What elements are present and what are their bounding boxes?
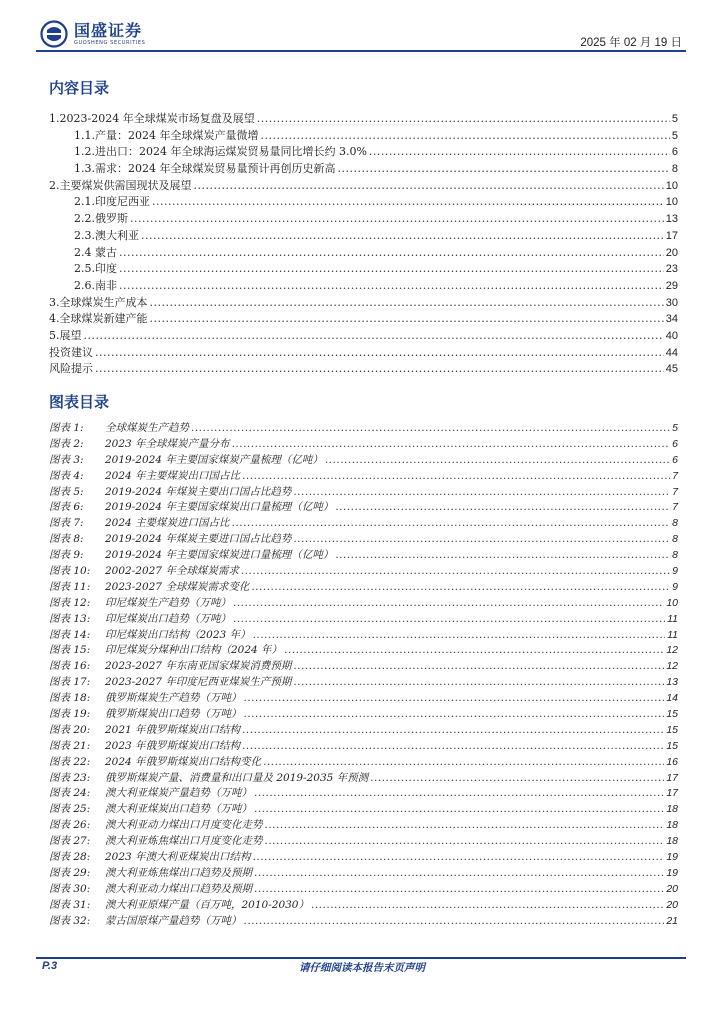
footer-divider — [36, 957, 686, 959]
toc-entry-label: 5.展望 — [49, 328, 82, 342]
figure-entry[interactable] — [49, 850, 678, 866]
toc-entry-page: 45 — [665, 363, 678, 376]
leader-dots — [263, 755, 664, 771]
figure-title: 2024 年主要煤炭出口国占比 — [105, 469, 241, 482]
toc-entry-page: 10 — [665, 196, 678, 209]
leader-dots — [265, 818, 665, 834]
toc-entry[interactable] — [49, 128, 678, 145]
figure-number: 图表 32: — [49, 914, 91, 927]
figure-page: 11 — [667, 612, 678, 625]
logo-icon — [40, 20, 68, 48]
figure-page: 20 — [666, 882, 678, 895]
leader-dots — [152, 194, 664, 211]
figure-page: 17 — [666, 787, 678, 800]
figure-page: 15 — [666, 739, 678, 752]
toc-entry-page: 44 — [665, 346, 678, 359]
figure-title: 2023 年俄罗斯煤炭出口结构 — [105, 739, 241, 752]
figure-number: 图表 7: — [49, 517, 84, 530]
figures-title: 图表目录 — [49, 393, 110, 411]
figure-number: 图表 6: — [49, 501, 84, 514]
toc-entry-label: 2.2.俄罗斯 — [74, 212, 128, 226]
toc-entry-label: 1.3.需求：2024 年全球煤炭贸易量预计再创历史新高 — [74, 162, 336, 176]
figure-entry[interactable] — [49, 659, 678, 675]
figure-entry[interactable] — [49, 755, 678, 771]
figure-entry[interactable] — [49, 691, 678, 707]
figure-page: 19 — [666, 866, 678, 879]
figure-title: 2023-2027 年印度尼西亚煤炭生产预期 — [105, 676, 292, 689]
leader-dots — [260, 128, 669, 145]
toc-entry-page: 29 — [665, 279, 678, 292]
figure-title: 俄罗斯煤炭出口趋势（万吨） — [105, 708, 242, 721]
figure-entry[interactable] — [49, 421, 678, 437]
figure-page: 16 — [666, 755, 678, 768]
leader-dots — [233, 612, 665, 628]
figure-number: 图表 18: — [49, 692, 91, 705]
leader-dots — [119, 245, 664, 262]
figure-number: 图表 20: — [49, 723, 91, 736]
report-date: 2025 年 02 月 19 日 — [580, 37, 682, 49]
figure-entry[interactable] — [49, 898, 678, 914]
toc-entry-label: 2.6.南非 — [74, 278, 117, 292]
figure-title: 印尼煤炭生产趋势（万吨） — [105, 596, 231, 609]
figure-title: 澳大利亚动力煤出口月度变化走势 — [105, 819, 263, 832]
figure-title: 蒙古国原煤产量趋势（万吨） — [105, 914, 242, 927]
toc-entry[interactable] — [49, 245, 678, 262]
figure-title: 2023 年全球煤炭产量分布 — [105, 437, 230, 450]
leader-dots — [191, 421, 670, 437]
toc-entry-label: 2.1.印度尼西亚 — [74, 195, 150, 209]
leader-dots — [244, 691, 665, 707]
figure-title: 2024 年俄罗斯煤炭出口结构变化 — [105, 755, 262, 768]
figure-page: 13 — [666, 676, 678, 689]
figure-title: 俄罗斯煤炭生产趋势（万吨） — [105, 692, 242, 705]
toc-entry[interactable] — [49, 295, 678, 312]
figure-title: 澳大利亚炼焦煤出口月度变化走势 — [105, 835, 263, 848]
toc-entry-page: 6 — [671, 146, 678, 159]
company-logo — [40, 20, 145, 48]
figure-page: 18 — [666, 835, 678, 848]
figure-title: 2019-2024 年主要国家煤炭进口量梳理（亿吨） — [105, 549, 334, 562]
toc-entry[interactable] — [49, 178, 678, 195]
figure-page: 8 — [672, 549, 678, 562]
figure-number: 图表 30: — [49, 882, 91, 895]
leader-dots — [233, 596, 664, 612]
figure-title: 2023 年澳大利亚煤炭出口结构 — [105, 851, 251, 864]
figure-number: 图表 26: — [49, 819, 91, 832]
figure-entry[interactable] — [49, 596, 678, 612]
figure-page: 17 — [666, 771, 678, 784]
figure-title: 澳大利亚原煤产量（百万吨，2010-2030） — [105, 898, 309, 911]
figure-title: 澳大利亚动力煤出口趋势及预期 — [105, 882, 252, 895]
logo-name-cn: 国盛证券 — [74, 21, 143, 40]
toc-entry-page: 23 — [665, 263, 678, 276]
leader-dots — [241, 564, 670, 580]
figure-page: 10 — [666, 596, 678, 609]
figure-number: 图表 31: — [49, 898, 91, 911]
figure-number: 图表 23: — [49, 771, 91, 784]
leader-dots — [194, 178, 664, 195]
figure-number: 图表 14: — [49, 628, 91, 641]
leader-dots — [244, 914, 665, 930]
logo-name-en: GUOSHENG SECURITIES — [74, 40, 146, 46]
figure-entry[interactable] — [49, 723, 678, 739]
leader-dots — [311, 898, 664, 914]
figure-page: 20 — [666, 898, 678, 911]
figure-number: 图表 8: — [49, 533, 84, 546]
toc-entry-label: 风险提示 — [49, 362, 93, 376]
leader-dots — [141, 228, 664, 245]
figure-page: 7 — [672, 469, 678, 482]
figure-page: 6 — [672, 453, 678, 466]
leader-dots — [242, 739, 664, 755]
leader-dots — [130, 211, 664, 228]
figure-page: 15 — [666, 723, 678, 736]
leader-dots — [325, 453, 670, 469]
toc-entry-label: 3.全球煤炭生产成本 — [49, 295, 148, 309]
figure-page: 18 — [666, 803, 678, 816]
figure-entry[interactable] — [49, 532, 678, 548]
figure-title: 印尼煤炭出口趋势（万吨） — [105, 612, 231, 625]
figure-number: 图表 17: — [49, 676, 91, 689]
toc-list — [49, 111, 678, 378]
toc-entry-label: 4.全球煤炭新建产能 — [49, 312, 148, 326]
toc-entry-page: 5 — [671, 113, 678, 125]
figure-entry[interactable] — [49, 675, 678, 691]
figure-entry[interactable] — [49, 612, 678, 628]
figure-title: 2019-2024 年主要国家煤炭产量梳理（亿吨） — [105, 453, 323, 466]
page-number: P.3 — [42, 960, 58, 972]
figure-title: 2023-2027 全球煤炭需求变化 — [105, 580, 250, 593]
leader-dots — [95, 345, 664, 362]
toc-entry[interactable] — [49, 345, 678, 362]
toc-entry-page: 40 — [665, 329, 678, 342]
figure-page: 7 — [672, 501, 678, 514]
toc-entry[interactable] — [49, 111, 678, 128]
toc-entry[interactable] — [49, 161, 678, 178]
figure-page: 11 — [667, 628, 678, 641]
toc-entry-label: 1.1.产量：2024 年全球煤炭产量微增 — [74, 128, 259, 142]
leader-dots — [254, 786, 664, 802]
toc-entry-page: 8 — [671, 163, 678, 176]
figure-title: 2019-2024 年煤炭主要出口国占比趋势 — [105, 485, 292, 498]
figure-entry[interactable] — [49, 548, 678, 564]
leader-dots — [293, 659, 664, 675]
figure-title: 澳大利亚煤炭出口趋势（万吨） — [105, 803, 252, 816]
figure-page: 5 — [672, 422, 678, 434]
figure-page: 6 — [672, 437, 678, 450]
figure-entry[interactable] — [49, 882, 678, 898]
leader-dots — [254, 802, 664, 818]
leader-dots — [242, 469, 670, 485]
figure-entry[interactable] — [49, 485, 678, 501]
leader-dots — [293, 485, 670, 501]
leader-dots — [253, 850, 665, 866]
toc-entry[interactable] — [49, 144, 678, 161]
figure-title: 2002-2027 年全球煤炭需求 — [105, 565, 239, 578]
toc-entry-label: 2.3.澳大利亚 — [74, 228, 139, 242]
figure-number: 图表 19: — [49, 708, 91, 721]
figure-entry[interactable] — [49, 914, 678, 930]
leader-dots — [284, 643, 664, 659]
figure-page: 14 — [666, 692, 678, 705]
figure-page: 18 — [666, 819, 678, 832]
toc-entry[interactable] — [49, 228, 678, 245]
toc-entry[interactable] — [49, 328, 678, 345]
toc-entry-page: 17 — [665, 229, 678, 242]
leader-dots — [335, 500, 670, 516]
toc-entry-page: 10 — [665, 179, 678, 192]
figure-entry[interactable] — [49, 628, 678, 644]
leader-dots — [293, 675, 664, 691]
figure-number: 图表 24: — [49, 787, 91, 800]
toc-entry[interactable] — [49, 261, 678, 278]
figure-title: 印尼煤炭出口结构（2023 年） — [105, 628, 251, 641]
figure-title: 2024 主要煤炭进口国占比 — [105, 517, 230, 530]
figure-title: 俄罗斯煤炭产量、消费量和出口量及 2019-2035 年预测 — [105, 771, 369, 784]
figure-title: 2019-2024 年煤炭主要进口国占比趋势 — [105, 533, 292, 546]
toc-entry-page: 30 — [665, 296, 678, 309]
figure-title: 澳大利亚炼焦煤出口趋势及预期 — [105, 866, 252, 879]
figure-number: 图表 25: — [49, 803, 91, 816]
leader-dots — [254, 866, 664, 882]
leader-dots — [293, 532, 670, 548]
toc-entry-label: 2.主要煤炭供需国现状及展望 — [49, 178, 192, 192]
figure-number: 图表 16: — [49, 660, 91, 673]
leader-dots — [84, 328, 664, 345]
page-header — [36, 20, 686, 50]
leader-dots — [251, 580, 670, 596]
toc-entry-label: 2.4 蒙古 — [74, 245, 117, 259]
leader-dots — [337, 161, 669, 178]
figure-title: 2019-2024 年主要国家煤炭出口量梳理（亿吨） — [105, 501, 334, 514]
figure-entry[interactable] — [49, 500, 678, 516]
figure-entry[interactable] — [49, 771, 678, 787]
figure-number: 图表 28: — [49, 851, 91, 864]
figure-page: 15 — [666, 708, 678, 721]
figure-number: 图表 3: — [49, 453, 84, 466]
figure-entry[interactable] — [49, 786, 678, 802]
figure-number: 图表 27: — [49, 835, 91, 848]
leader-dots — [150, 311, 664, 328]
leader-dots — [257, 111, 670, 128]
leader-dots — [335, 548, 670, 564]
figure-title: 2023-2027 年东南亚国家煤炭消费预期 — [105, 660, 292, 673]
figure-page: 21 — [666, 914, 678, 927]
figure-entry[interactable] — [49, 707, 678, 723]
toc-title: 内容目录 — [49, 79, 110, 97]
leader-dots — [369, 144, 670, 161]
figure-entry[interactable] — [49, 739, 678, 755]
figure-page: 8 — [672, 533, 678, 546]
leader-dots — [232, 516, 671, 532]
figure-number: 图表 29: — [49, 866, 91, 879]
leader-dots — [254, 882, 664, 898]
toc-entry[interactable] — [49, 211, 678, 228]
toc-entry[interactable] — [49, 361, 678, 378]
figure-entry[interactable] — [49, 818, 678, 834]
leader-dots — [265, 834, 665, 850]
figure-entry[interactable] — [49, 564, 678, 580]
leader-dots — [150, 295, 664, 312]
figure-title: 2021 年俄罗斯煤炭出口结构 — [105, 723, 241, 736]
figure-number: 图表 9: — [49, 549, 84, 562]
figure-number: 图表 5: — [49, 485, 84, 498]
figure-page: 9 — [672, 565, 678, 578]
toc-entry-label: 1.2.进出口：2024 年全球海运煤炭贸易量同比增长约 3.0% — [74, 145, 367, 159]
figure-number: 图表 13: — [49, 612, 91, 625]
figure-number: 图表 22: — [49, 755, 91, 768]
leader-dots — [253, 628, 666, 644]
figure-number: 图表 15: — [49, 644, 91, 657]
figure-page: 8 — [672, 517, 678, 530]
toc-entry-page: 13 — [665, 213, 678, 226]
toc-entry-page: 20 — [665, 246, 678, 259]
figure-entry[interactable] — [49, 580, 678, 596]
toc-entry[interactable] — [49, 278, 678, 295]
figure-page: 12 — [666, 644, 678, 657]
toc-entry-label: 投资建议 — [49, 345, 93, 359]
figure-page: 9 — [672, 580, 678, 593]
disclaimer-note: 请仔细阅读本报告末页声明 — [299, 962, 425, 974]
figure-page: 12 — [666, 660, 678, 673]
toc-entry-label: 1.2023-2024 年全球煤炭市场复盘及展望 — [49, 112, 255, 125]
figure-number: 图表 1: — [49, 422, 84, 434]
figure-title: 印尼煤炭分煤种出口结构（2024 年） — [105, 644, 283, 657]
figure-entry[interactable] — [49, 802, 678, 818]
toc-entry[interactable] — [49, 194, 678, 211]
figure-entry[interactable] — [49, 516, 678, 532]
leader-dots — [242, 723, 664, 739]
leader-dots — [370, 771, 664, 787]
figure-entry[interactable] — [49, 469, 678, 485]
toc-entry-page: 34 — [665, 313, 678, 326]
figure-number: 图表 12: — [49, 596, 91, 609]
leader-dots — [95, 361, 664, 378]
figure-title: 澳大利亚煤炭产量趋势（万吨） — [105, 787, 252, 800]
figure-entry[interactable] — [49, 437, 678, 453]
leader-dots — [119, 261, 664, 278]
figure-page: 7 — [672, 485, 678, 498]
figure-number: 图表 10: — [49, 565, 91, 578]
figure-entry[interactable] — [49, 834, 678, 850]
leader-dots — [232, 437, 671, 453]
figures-list — [49, 421, 678, 930]
figure-entry[interactable] — [49, 453, 678, 469]
figure-number: 图表 21: — [49, 739, 91, 752]
figure-number: 图表 2: — [49, 437, 84, 450]
figure-number: 图表 11: — [49, 580, 91, 593]
header-divider — [36, 50, 686, 52]
figure-entry[interactable] — [49, 866, 678, 882]
figure-page: 19 — [666, 851, 678, 864]
figure-number: 图表 4: — [49, 469, 84, 482]
toc-entry-label: 2.5.印度 — [74, 262, 117, 276]
leader-dots — [119, 278, 664, 295]
toc-entry-page: 5 — [671, 129, 678, 142]
figure-entry[interactable] — [49, 643, 678, 659]
toc-entry[interactable] — [49, 311, 678, 328]
leader-dots — [244, 707, 665, 723]
figure-title: 全球煤炭生产趋势 — [105, 422, 189, 434]
